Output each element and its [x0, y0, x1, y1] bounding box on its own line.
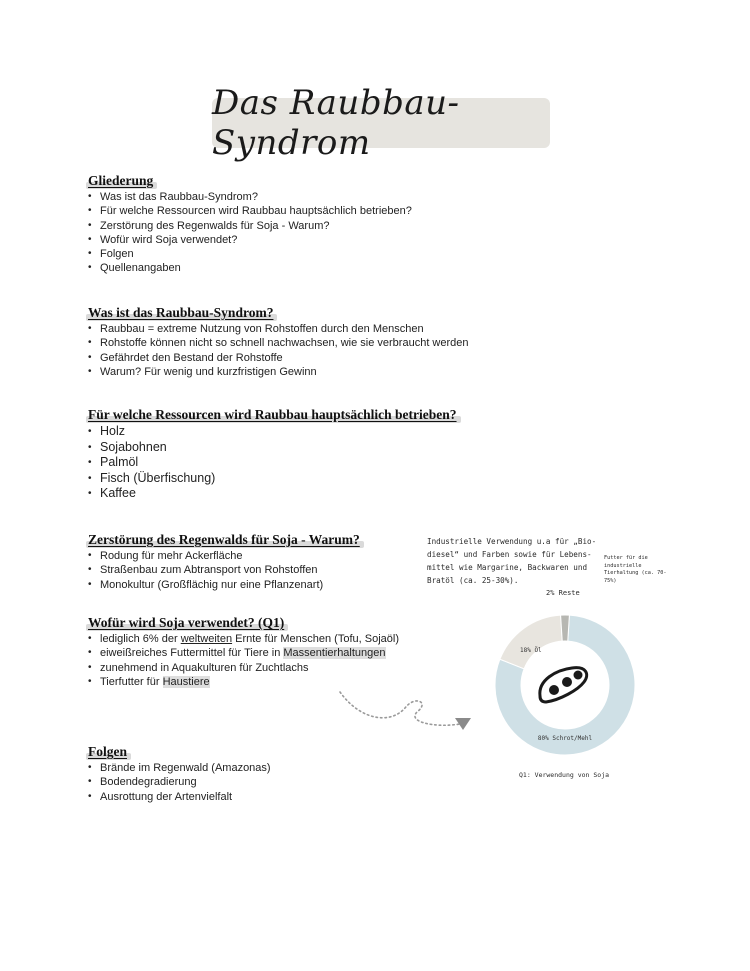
list-item: • Folgen [88, 247, 412, 261]
list-item: • Bodendegradierung [88, 775, 271, 789]
section-heading: Folgen [88, 744, 127, 759]
dotted-arrow-icon [335, 680, 485, 740]
chart-caption: Q1: Verwendung von Soja [519, 771, 610, 779]
section-heading: Was ist das Raubbau-Syndrom? [88, 305, 274, 320]
list-item: • Was ist das Raubbau-Syndrom? [88, 190, 412, 204]
section-soja-verwendung [88, 614, 399, 689]
section-folgen [88, 743, 271, 804]
list-item: • Tierfutter für Haustiere [88, 675, 399, 689]
soy-usage-donut-chart [480, 600, 650, 770]
section-gliederung [88, 172, 412, 276]
list-item: • Wofür wird Soja verwendet? [88, 233, 412, 247]
list-item: • Ausrottung der Artenvielfalt [88, 790, 271, 804]
rest-note: 2% Reste [546, 589, 580, 597]
list-item: • Gefährdet den Bestand der Rohstoffe [88, 351, 469, 365]
list-item: • zunehmend in Aquakulturen für Zuchtlachs [88, 661, 399, 675]
list-item: • Rodung für mehr Ackerfläche [88, 549, 360, 563]
donut-slice-2 [561, 615, 570, 641]
item-list [88, 322, 469, 379]
section-heading: Wofür wird Soja verwendet? (Q1) [88, 615, 285, 630]
item-list [88, 549, 360, 592]
list-item: • Sojabohnen [88, 440, 457, 456]
list-item: • Straßenbau zum Abtransport von Rohstoffen [88, 563, 360, 577]
slice-label: 18% Öl [520, 647, 542, 654]
section-heading: Für welche Ressourcen wird Raubbau hauptsächlich betrieben? [88, 407, 457, 422]
list-item: • Monokultur (Großflächig nur eine Pflanzenart) [88, 578, 360, 592]
title-banner [212, 83, 550, 163]
list-item: • Für welche Ressourcen wird Raubbau hauptsächlich betrieben? [88, 204, 412, 218]
list-item: • lediglich 6% der weltweiten Ernte für Menschen (Tofu, Sojaöl) [88, 632, 399, 646]
section-was-ist [88, 304, 469, 379]
section-ressourcen [88, 406, 457, 502]
list-item: • Kaffee [88, 486, 457, 502]
list-item: • Palmöl [88, 455, 457, 471]
page-title: Das Raubbau-Syndrom [212, 83, 460, 163]
slice-label: 80% Schrot/Mehl [537, 735, 593, 742]
list-item: • Warum? Für wenig und kurzfristigen Gewinn [88, 365, 469, 379]
feed-note: Futter für die industrielle Tierhaltung (ca. 70-75%) [604, 555, 667, 584]
section-heading: Gliederung [88, 173, 154, 188]
list-item: • Zerstörung des Regenwalds für Soja - Warum? [88, 219, 412, 233]
list-item: • Rohstoffe können nicht so schnell nachwachsen, wie sie verbraucht werden [88, 336, 469, 350]
list-item: • Holz [88, 424, 457, 440]
section-heading: Zerstörung des Regenwalds für Soja - Warum? [88, 532, 360, 547]
list-item: • Fisch (Überfischung) [88, 471, 457, 487]
list-item: • Brände im Regenwald (Amazonas) [88, 761, 271, 775]
section-zerstoerung [88, 531, 360, 592]
list-item: • Raubbau = extreme Nutzung von Rohstoffen durch den Menschen [88, 322, 469, 336]
industrial-use-note: Industrielle Verwendung u.a für „Bio-diesel“ und Farben sowie für Lebens-mittel wie Margarine, Backwaren und Bratöl (ca. 25-30%). [427, 537, 597, 585]
list-item: • eiweißreiches Futtermittel für Tiere in Massentierhaltungen [88, 646, 399, 660]
list-item: • Quellenangaben [88, 261, 412, 275]
item-list [88, 190, 412, 276]
item-list [88, 424, 457, 502]
item-list [88, 761, 271, 804]
